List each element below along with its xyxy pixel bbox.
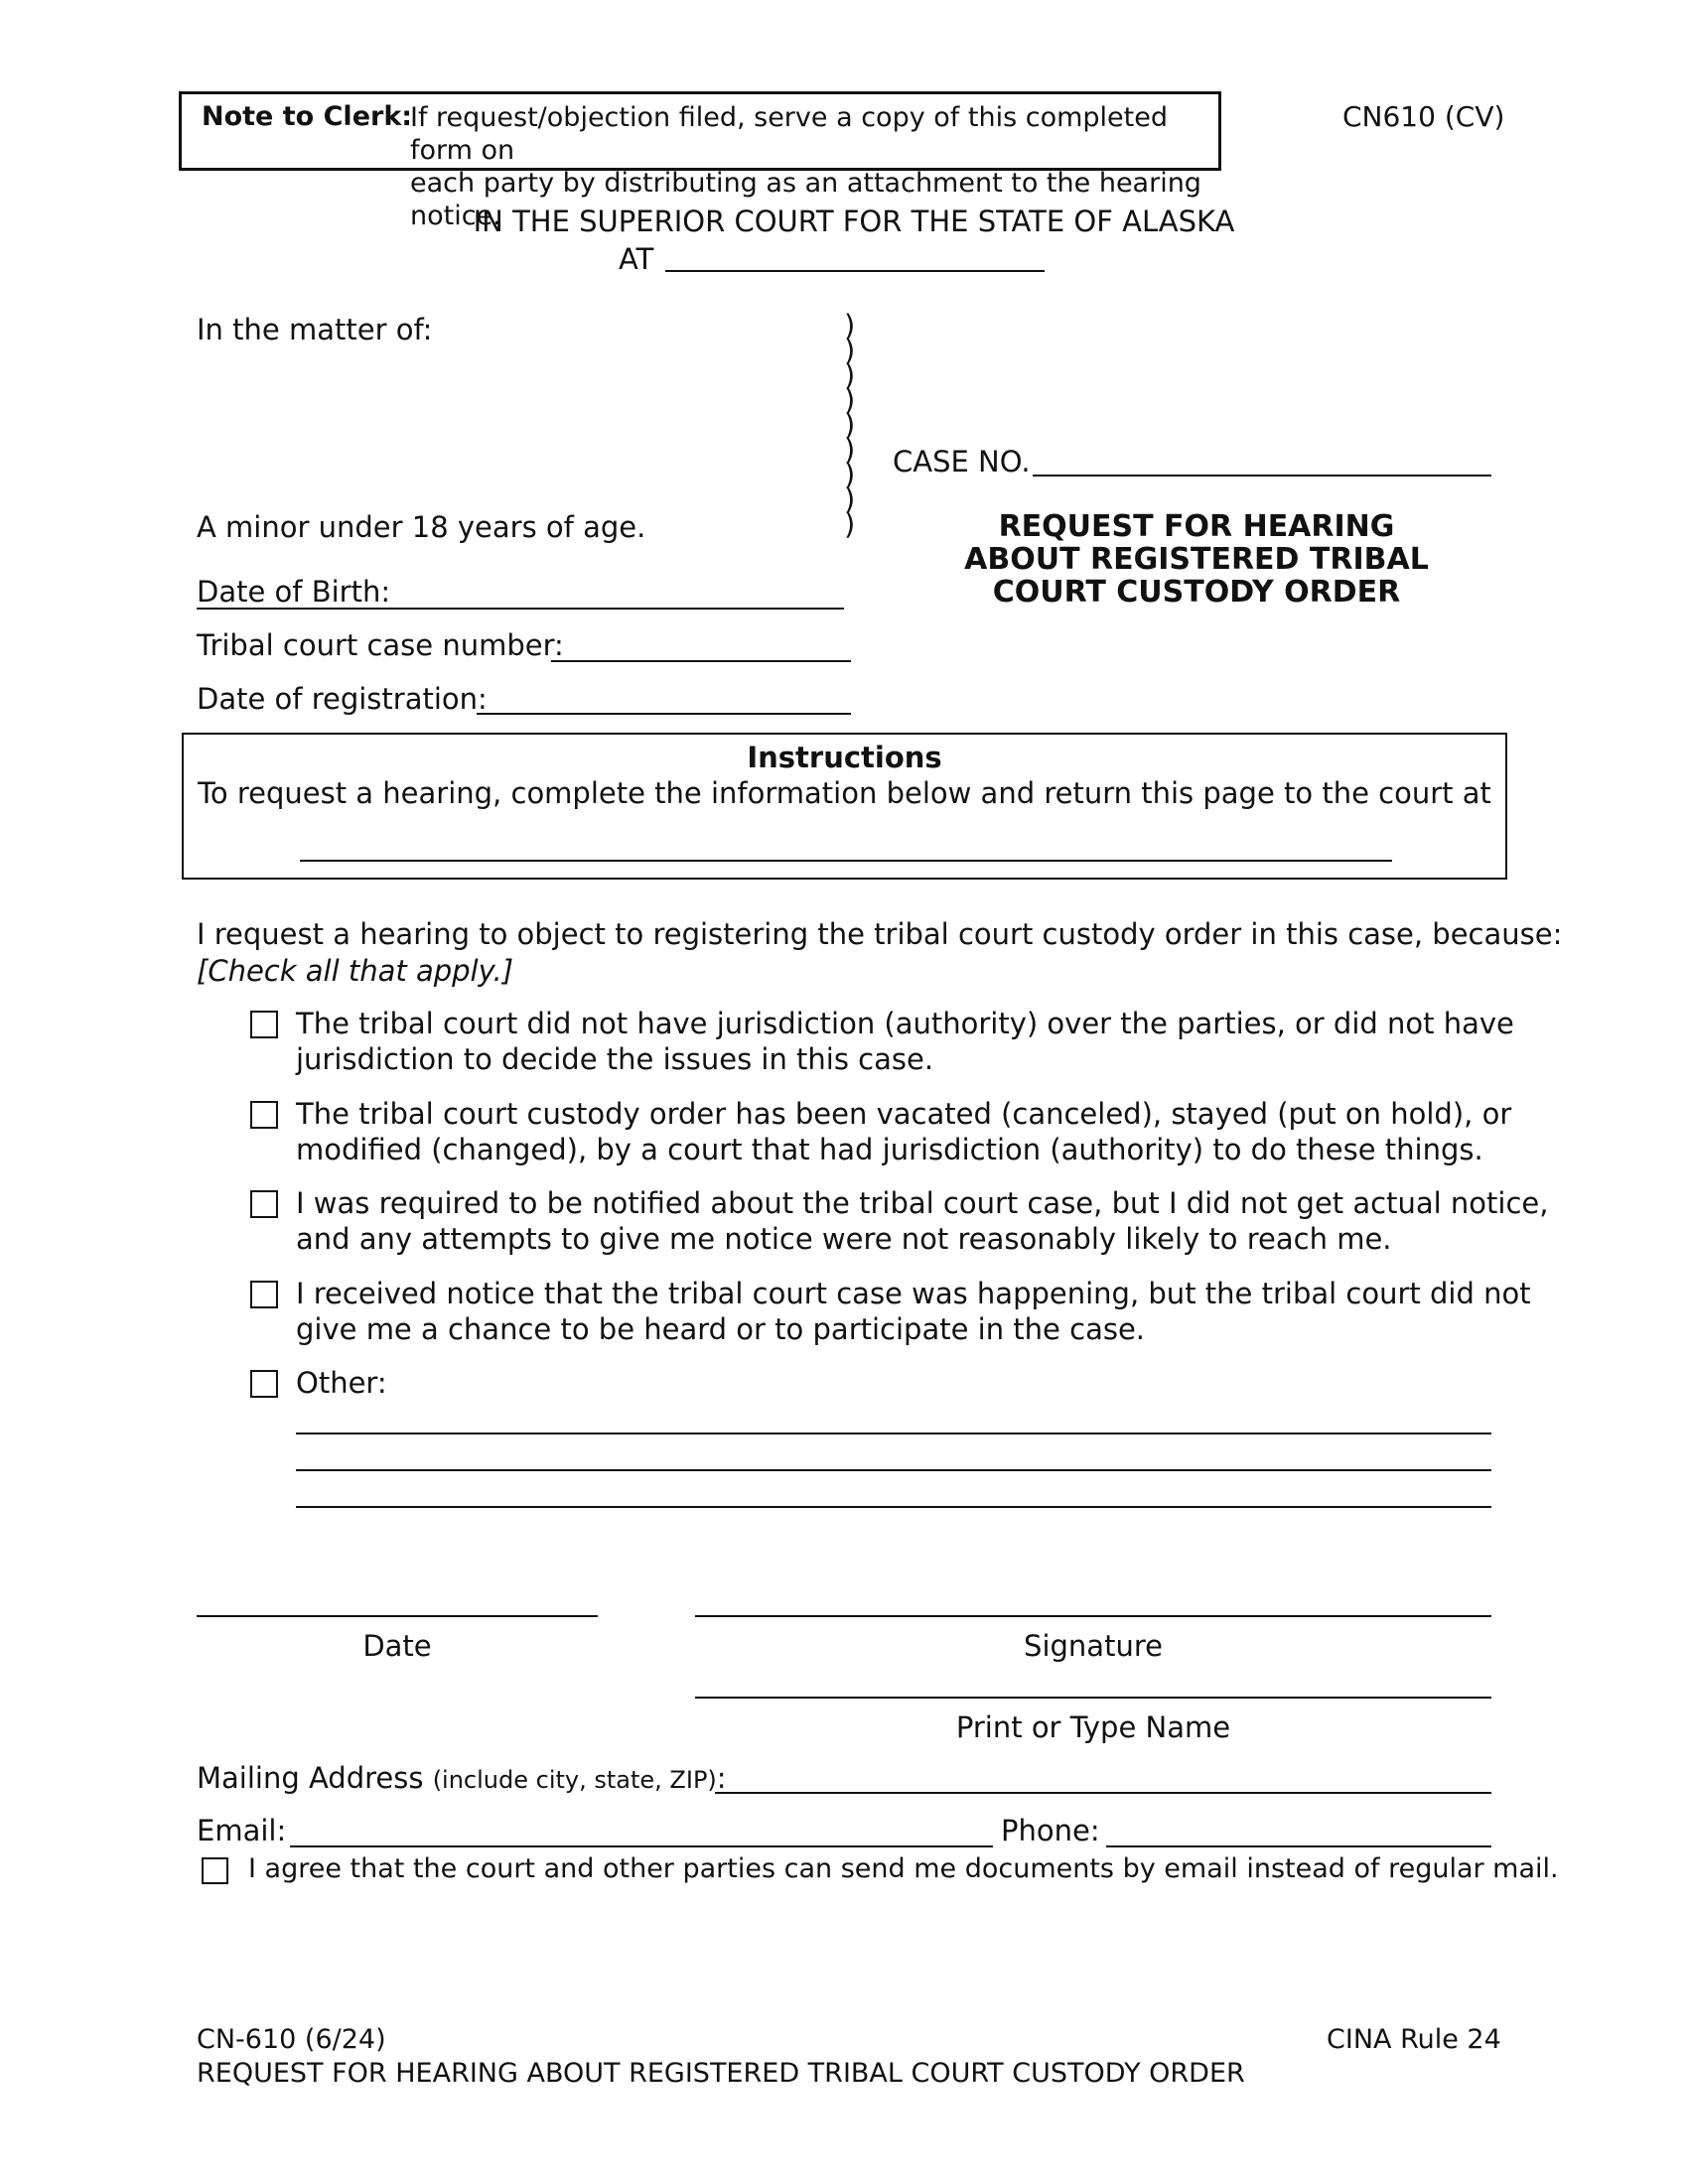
- court-at-label: AT: [619, 242, 654, 276]
- mailing-note: (include city, state, ZIP): [432, 1766, 717, 1794]
- dob-label: Date of Birth:: [197, 575, 391, 609]
- option-no-notice-text: [296, 1185, 1548, 1258]
- paren: ): [844, 358, 856, 392]
- paren: ): [844, 482, 856, 516]
- email-field[interactable]: [290, 1845, 993, 1847]
- email-consent-checkbox[interactable]: [202, 1857, 228, 1884]
- option-line: modified (changed), by a court that had jurisdiction (authority) to do these things.: [296, 1133, 1483, 1167]
- footer-form-name: REQUEST FOR HEARING ABOUT REGISTERED TRIBAL COURT CUSTODY ORDER: [197, 2058, 1245, 2089]
- option-checkbox-other[interactable]: [250, 1370, 278, 1398]
- mailing-label: Mailing Address: [197, 1761, 424, 1795]
- other-label: Other:: [296, 1366, 387, 1400]
- paren: ): [844, 383, 856, 417]
- date-label: Date: [362, 1629, 432, 1663]
- paren: ): [844, 408, 856, 442]
- option-line: I was required to be notified about the tribal court case, but I did not get actual notice,: [296, 1186, 1549, 1220]
- phone-label: Phone:: [1001, 1814, 1100, 1847]
- caption-brackets: [844, 309, 856, 541]
- instructions-heading: Instructions: [747, 741, 942, 774]
- email-consent-text: I agree that the court and other parties can send me documents by email instead of regular mail.: [248, 1853, 1559, 1884]
- form-title-line-3: COURT CUSTODY ORDER: [992, 575, 1401, 610]
- tribal-case-label: Tribal court case number:: [197, 628, 564, 662]
- paren: ): [844, 458, 856, 491]
- form-title: [923, 510, 1470, 609]
- option-line: The tribal court custody order has been vacated (canceled), stayed (put on hold), or: [296, 1097, 1512, 1131]
- minor-label: A minor under 18 years of age.: [197, 510, 646, 544]
- mailing-colon: :: [716, 1761, 727, 1795]
- option-vacated-text: [296, 1096, 1511, 1168]
- other-line-2[interactable]: [296, 1469, 1491, 1471]
- form-title-line-2: ABOUT REGISTERED TRIBAL: [964, 542, 1429, 577]
- mailing-address-label: [197, 1760, 727, 1796]
- signature-label: Signature: [1024, 1629, 1163, 1663]
- instructions-box: [182, 733, 1507, 880]
- option-checkbox-vacated[interactable]: [250, 1101, 278, 1129]
- paren: ): [844, 433, 856, 467]
- registration-label: Date of registration:: [197, 682, 488, 716]
- mailing-address-field[interactable]: [715, 1792, 1491, 1794]
- date-field[interactable]: [197, 1615, 598, 1617]
- paren: ): [844, 309, 856, 342]
- clerk-note-label: Note to Clerk:: [202, 101, 413, 132]
- option-line: and any attempts to give me notice were not reasonably likely to reach me.: [296, 1222, 1392, 1257]
- case-no-field[interactable]: [1033, 475, 1491, 477]
- option-checkbox-jurisdiction[interactable]: [250, 1011, 278, 1038]
- clerk-note-line-2: each party by distributing as an attachment to the hearing notice.: [410, 168, 1201, 231]
- option-line: The tribal court did not have jurisdiction (authority) over the parties, or did not have: [296, 1007, 1514, 1040]
- other-line-3[interactable]: [296, 1506, 1491, 1508]
- request-intro: I request a hearing to object to registering the tribal court custody order in this case, because:: [197, 917, 1563, 951]
- option-line: I received notice that the tribal court case was happening, but the tribal court did not: [296, 1277, 1531, 1310]
- option-line: give me a chance to be heard or to participate in the case.: [296, 1312, 1146, 1347]
- in-matter-of-label: In the matter of:: [197, 313, 433, 346]
- email-label: Email:: [197, 1814, 287, 1847]
- dob-field[interactable]: [197, 608, 844, 610]
- print-name-field[interactable]: [695, 1697, 1491, 1699]
- case-no-label: CASE NO.: [893, 445, 1031, 478]
- other-line-1[interactable]: [296, 1433, 1491, 1434]
- phone-field[interactable]: [1106, 1845, 1491, 1847]
- option-checkbox-no-notice[interactable]: [250, 1190, 278, 1218]
- paren: ): [844, 334, 856, 367]
- signature-field[interactable]: [695, 1615, 1491, 1617]
- option-not-heard-text: [296, 1276, 1531, 1348]
- instructions-text: To request a hearing, complete the information below and return this page to the court at: [198, 776, 1491, 810]
- court-address-field[interactable]: [300, 860, 1392, 862]
- print-name-label: Print or Type Name: [955, 1710, 1231, 1744]
- court-title: IN THE SUPERIOR COURT FOR THE STATE OF ALASKA: [473, 205, 1235, 238]
- form-title-line-1: REQUEST FOR HEARING: [998, 509, 1395, 544]
- footer-form-number: CN-610 (6/24): [197, 2024, 386, 2055]
- option-checkbox-not-heard[interactable]: [250, 1281, 278, 1308]
- option-line: jurisdiction to decide the issues in this case.: [296, 1042, 934, 1077]
- registration-date-field[interactable]: [477, 713, 851, 715]
- clerk-note-line-1: If request/objection filed, serve a copy of this completed form on: [410, 102, 1168, 166]
- check-all-note: [Check all that apply.]: [197, 954, 514, 988]
- option-jurisdiction-text: [296, 1006, 1514, 1078]
- paren: ): [844, 507, 856, 541]
- tribal-case-field[interactable]: [551, 660, 851, 662]
- footer-rule: CINA Rule 24: [1327, 2024, 1501, 2055]
- court-location-field[interactable]: [665, 270, 1045, 272]
- form-code: CN610 (CV): [1342, 100, 1505, 133]
